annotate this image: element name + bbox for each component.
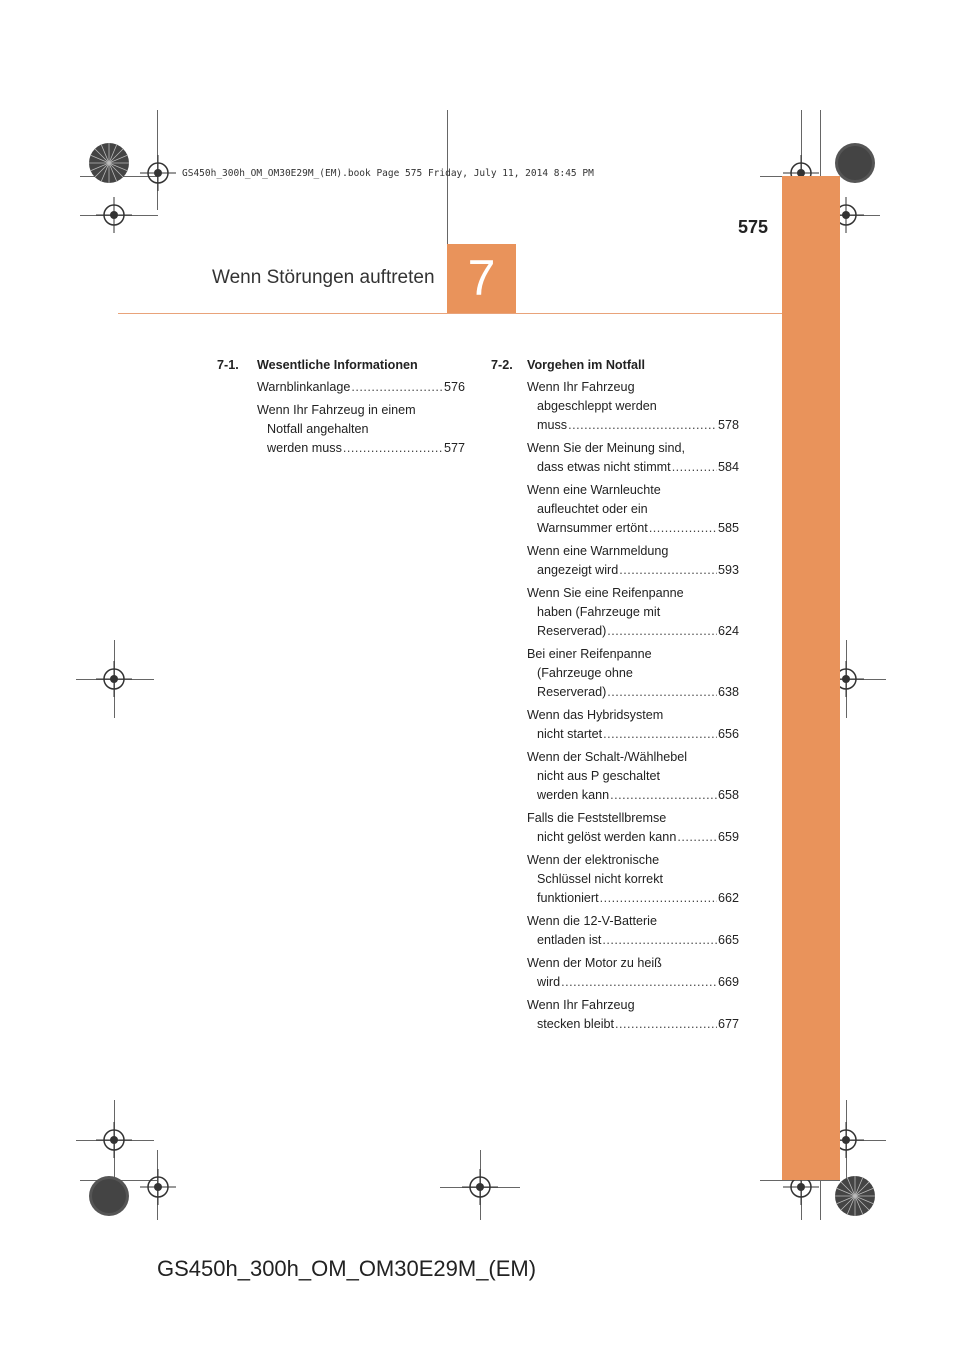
toc-entry-text: werden muss (267, 441, 342, 455)
toc-leader-dots (351, 378, 443, 397)
toc-leader-dots (603, 725, 717, 744)
toc-entry-text: Falls die Feststellbremse (527, 811, 667, 825)
toc-page-number[interactable]: 662 (717, 891, 739, 905)
toc-entry-text: dass etwas nicht stimmt (537, 460, 671, 474)
toc-leader-dots (610, 786, 717, 805)
toc-page-number[interactable]: 656 (717, 727, 739, 741)
toc-entry[interactable] (257, 401, 465, 458)
toc-page-number[interactable]: 638 (717, 685, 739, 699)
toc-leader-dots (619, 561, 717, 580)
registration-mark-icon (96, 1122, 132, 1158)
section-title: Vorgehen im Notfall (527, 358, 646, 372)
toc-entry-text: wird (537, 975, 561, 989)
toc-entry-text: Wenn die 12-V-Batterie (527, 914, 657, 928)
chapter-side-band (782, 176, 840, 1180)
toc-entry-text: Wenn das Hybridsystem (527, 708, 664, 722)
toc-leader-dots (615, 1015, 717, 1034)
toc-entry-text: Wenn eine Warnleuchte (527, 483, 661, 497)
toc-entry-text: Notfall angehalten (267, 422, 369, 436)
registration-mark-icon (96, 197, 132, 233)
toc-entry-text: Bei einer Reifenpanne (527, 647, 652, 661)
toc-entry[interactable] (527, 584, 739, 641)
toc-entry-text: Warnblinkanlage (257, 380, 351, 394)
toc-entry-text: angezeigt wird (537, 563, 619, 577)
toc-page-number[interactable]: 585 (717, 521, 739, 535)
toc-entry[interactable] (527, 996, 739, 1034)
toc-page-number[interactable]: 665 (717, 933, 739, 947)
toc-entry-text: Warnsummer ertönt (537, 521, 648, 535)
toc-leader-dots (607, 622, 717, 641)
toc-page-number[interactable]: 659 (717, 830, 739, 844)
toc-page-number[interactable]: 669 (717, 975, 739, 989)
registration-mark-icon (96, 661, 132, 697)
toc-entry-text: Wenn Sie eine Reifenpanne (527, 586, 684, 600)
toc-entry-text: aufleuchtet oder ein (537, 502, 648, 516)
book-stamp: GS450h_300h_OM_OM30E29M_(EM).book Page 575 Friday, July 11, 2014 8:45 PM (182, 168, 594, 179)
toc-entry-text: Reserverad) (537, 685, 607, 699)
registration-mark-icon (462, 1169, 498, 1205)
toc-page-number[interactable]: 577 (443, 441, 465, 455)
section-number: 7-2. (491, 358, 513, 372)
toc-entry[interactable] (527, 748, 739, 805)
toc-entry-text: Schlüssel nicht korrekt (537, 872, 663, 886)
registration-mark-icon (140, 1169, 176, 1205)
toc-entry-text: entladen ist (537, 933, 602, 947)
starburst-mark-icon (88, 142, 130, 184)
toc-entry[interactable] (527, 481, 739, 538)
toc-leader-dots (649, 519, 717, 538)
toc-entry[interactable] (527, 542, 739, 580)
toc-page-number[interactable]: 576 (443, 380, 465, 394)
toc-column-left (217, 356, 465, 462)
toc-entry-text: werden kann (537, 788, 610, 802)
toc-entry-list (217, 378, 465, 458)
toc-column-right (491, 356, 739, 1038)
toc-entry[interactable] (527, 954, 739, 992)
toc-entry-text: stecken bleibt (537, 1017, 615, 1031)
toc-page-number[interactable]: 658 (717, 788, 739, 802)
toc-entry[interactable] (527, 809, 739, 847)
section-number: 7-1. (217, 358, 239, 372)
toc-page-number[interactable]: 677 (717, 1017, 739, 1031)
toc-page-number[interactable]: 584 (717, 460, 739, 474)
toc-entry[interactable] (257, 378, 465, 397)
toc-entry-text: nicht gelöst werden kann (537, 830, 677, 844)
toc-entry[interactable] (527, 851, 739, 908)
toc-leader-dots (343, 439, 443, 458)
toc-entry-list (491, 378, 739, 1034)
toc-entry[interactable] (527, 912, 739, 950)
chapter-title: Wenn Störungen auftreten (212, 267, 435, 288)
toc-entry-text: Wenn der elektronische (527, 853, 660, 867)
toc-entry-text: nicht aus P geschaltet (537, 769, 660, 783)
toc-leader-dots (602, 931, 717, 950)
toc-leader-dots (607, 683, 717, 702)
toc-entry-text: Wenn Ihr Fahrzeug (527, 380, 635, 394)
toc-leader-dots (568, 416, 717, 435)
toc-entry[interactable] (527, 439, 739, 477)
toc-leader-dots (672, 458, 717, 477)
toc-entry-text: funktioniert (537, 891, 599, 905)
footer-document-code: GS450h_300h_OM_OM30E29M_(EM) (157, 1256, 537, 1281)
starburst-mark-icon (834, 1175, 876, 1217)
toc-page-number[interactable]: 593 (717, 563, 739, 577)
toc-entry-text: Wenn Ihr Fahrzeug in einem (257, 403, 416, 417)
header-rule (118, 313, 782, 314)
toc-entry-text: Wenn Ihr Fahrzeug (527, 998, 635, 1012)
toc-entry-text: Wenn Sie der Meinung sind, (527, 441, 685, 455)
page-number: 575 (738, 217, 769, 237)
registration-mark-icon (140, 155, 176, 191)
section-heading (217, 356, 465, 378)
toc-entry-text: Reserverad) (537, 624, 607, 638)
toc-entry-text: Wenn der Schalt-/Wählhebel (527, 750, 688, 764)
toc-page-number[interactable]: 624 (717, 624, 739, 638)
toc-entry[interactable] (527, 378, 739, 435)
toc-entry[interactable] (527, 706, 739, 744)
section-title: Wesentliche Informationen (257, 358, 418, 372)
chapter-number-box: 7 (447, 244, 516, 313)
toc-entry-text: Wenn der Motor zu heiß (527, 956, 662, 970)
toc-leader-dots (561, 973, 717, 992)
toc-entry-text: Wenn eine Warnmeldung (527, 544, 669, 558)
toc-entry-text: nicht startet (537, 727, 603, 741)
toc-entry[interactable] (527, 645, 739, 702)
starburst-mark-icon (834, 142, 876, 184)
toc-page-number[interactable]: 578 (717, 418, 739, 432)
toc-entry-text: haben (Fahrzeuge mit (537, 605, 661, 619)
section-heading (491, 356, 739, 378)
starburst-mark-icon (88, 1175, 130, 1217)
toc-leader-dots (677, 828, 717, 847)
toc-entry-text: abgeschleppt werden (537, 399, 657, 413)
toc-entry-text: muss (537, 418, 568, 432)
toc-leader-dots (600, 889, 717, 908)
toc-entry-text: (Fahrzeuge ohne (537, 666, 633, 680)
